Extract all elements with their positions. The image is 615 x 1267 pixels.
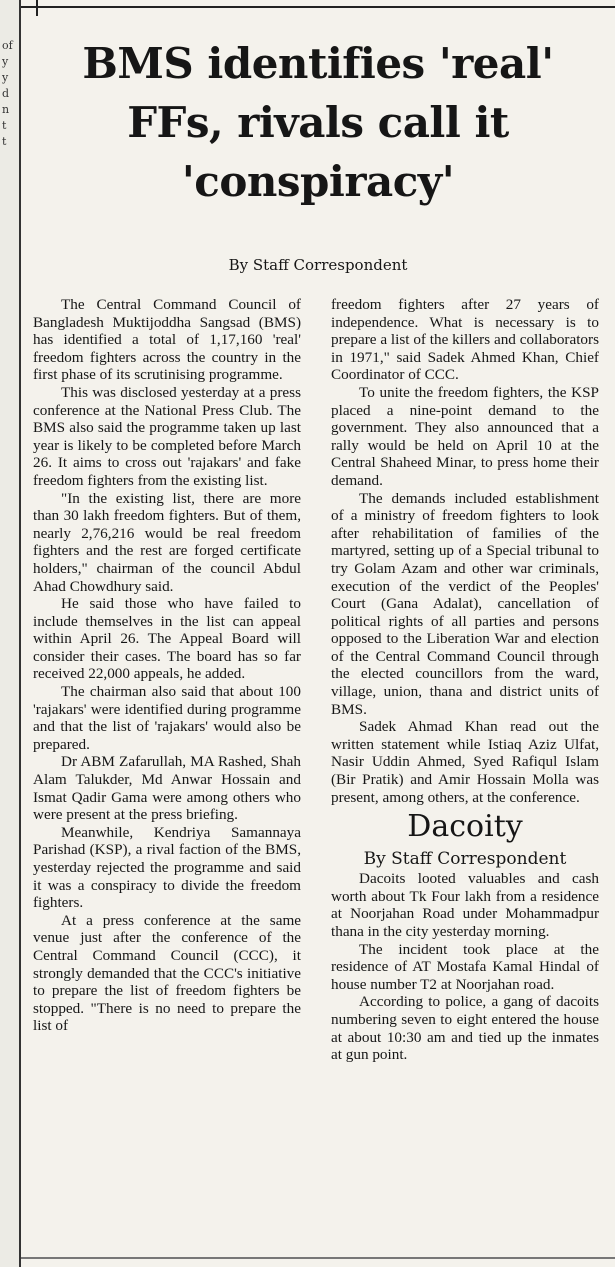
- article-column-right: [331, 296, 599, 1064]
- article-headline: [24, 34, 612, 211]
- fragment-letter: t: [2, 119, 7, 132]
- paragraph: To unite the freedom fighters, the KSP placed a nine-point demand to the government. They also announced that a rally would be held on April 10 at the Central Shaheed Minar, to press home their demand.: [331, 383, 599, 489]
- paragraph: According to police, a gang of dacoits numbering seven to eight entered the house at about 10:30 am and tied up the inmates at gun point.: [331, 993, 599, 1064]
- paragraph: The incident took place at the residence of AT Mostafa Kamal Hindal of house number T2 at Noorjahan road.: [331, 940, 599, 993]
- paragraph: Dr ABM Zafarullah, MA Rashed, Shah Alam Talukder, Md Anwar Hossain and Ismat Qadir Gama were among others who were present at the press briefing.: [33, 753, 301, 824]
- headline-line-3: 'conspiracy': [181, 157, 455, 206]
- paragraph: At a press conference at the same venue just after the conference of the Central Command Council (CCC), it strongly demanded that the CCC's initiative to prepare the list of freedom fighters be stopped. "There is no need to prepare the list of: [33, 911, 301, 1035]
- fragment-letter: n: [2, 103, 10, 116]
- headline-line-1: BMS identifies 'real': [82, 39, 554, 88]
- article-column-left: [33, 296, 301, 1035]
- fragment-letter: y: [2, 71, 9, 84]
- paragraph: The demands included establishment of a ministry of freedom fighters to look after rehabilitation of families of the martyred, setting up of a Special tribunal to try Golam Azam and other war criminals, execution of the verdict of the Peoples' Court (Gana Adalat), cancellation of political rights of all parties and persons opposed to the Liberation War and election of the Central Command Council through the elected councillors from the ward, village, union, thana and district units of BMS.: [331, 489, 599, 718]
- bottom-rule: [21, 1257, 615, 1259]
- adjacent-article-fragments: [2, 38, 13, 150]
- fragment-letter: d: [2, 87, 10, 100]
- fragment-letter: t: [2, 135, 7, 148]
- top-rule: [21, 6, 615, 8]
- headline-line-2: FFs, rivals call it: [127, 98, 509, 147]
- paragraph: The chairman also said that about 100 'rajakars' were identified during programme and that the list of 'rajakars' would also be prepared.: [33, 683, 301, 753]
- paragraph: Dacoits looted valuables and cash worth about Tk Four lakh from a residence at Noorjahan Road under Mohammadpur thana in the city yesterday morning.: [331, 870, 599, 940]
- column-divider: [19, 0, 21, 1267]
- paragraph: Meanwhile, Kendriya Samannaya Parishad (KSP), a rival faction of the BMS, yesterday rejected the programme and said it was a conspiracy to divide the freedom fighters.: [33, 823, 301, 912]
- paragraph-continuation: freedom fighters after 27 years of independence. What is necessary is to prepare a list of the killers and collaborators in 1971," said Sadek Ahmed Khan, Chief Coordinator of CCC.: [331, 296, 599, 384]
- paragraph: Sadek Ahmad Khan read out the written statement while Istiaq Aziz Ulfat, Nasir Uddin Ahmed, Syed Rafiqul Islam (Bir Pratik) and Amir Hossain Molla was present, among others, at the conference.: [331, 718, 599, 806]
- top-rule-tick: [36, 0, 38, 16]
- dacoity-byline: By Staff Correspondent: [363, 849, 567, 870]
- article-byline: By Staff Correspondent: [228, 256, 408, 274]
- fragment-letter: y: [2, 55, 9, 68]
- paragraph: He said those who have failed to include themselves in the list can appeal within April 26. The Appeal Board will consider their cases. The board has so far received 22,000 appeals, he added.: [33, 595, 301, 683]
- adjacent-page-margin: [0, 0, 20, 1267]
- paragraph: "In the existing list, there are more than 30 lakh freedom fighters. But of them, nearly 2,76,216 would be real freedom fighters and the rest are forged certificate holders," chairman of the council Abdul Ahad Chowdhury said.: [33, 489, 301, 595]
- dacoity-headline: Dacoity: [407, 809, 523, 845]
- paragraph: The Central Command Council of Bangladesh Muktijoddha Sangsad (BMS) has identified a total of 1,17,160 'real' freedom fighters across the country in the first phase of its scrutinising programme.: [33, 296, 301, 384]
- fragment-letter: of: [2, 39, 13, 52]
- paragraph: This was disclosed yesterday at a press conference at the National Press Club. The BMS also said the programme taken up last year is likely to be completed before March 26. It aims to cross out 'rajakars' and fake freedom fighters from the existing list.: [33, 383, 301, 489]
